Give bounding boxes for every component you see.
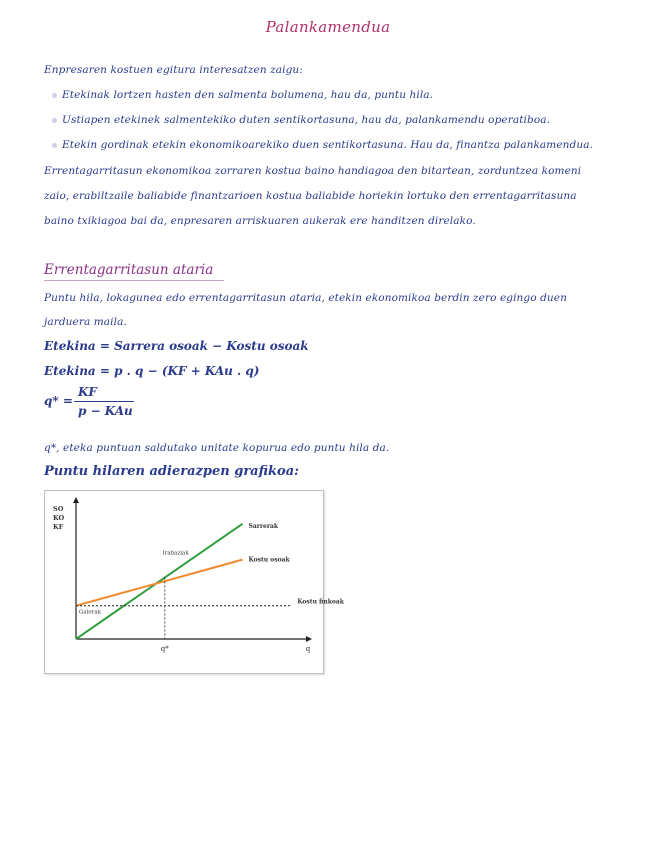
intro-bullet-2: Ustiapen etekinek salmentekiko duten sentikortasuna, hau da, palankamendu operatiboa. bbox=[52, 113, 624, 127]
y-axis-label-2: KO bbox=[53, 514, 65, 522]
breakeven-chart bbox=[44, 490, 344, 674]
series-label-1: Sarrerak bbox=[248, 522, 279, 530]
section-line-1: Puntu hila, lokagunea edo errentagarritasun ataria, etekin ekonomikoa berdin zero egingo duen bbox=[44, 292, 567, 304]
y-axis-label-3: KF bbox=[53, 523, 64, 531]
section-heading: Errentagarritasun ataria bbox=[44, 262, 214, 278]
intro-lead: Enpresaren kostuen egitura interesatzen zaigu: bbox=[44, 64, 303, 76]
intro-line-2: zaio, erabiltzaile baliabide finantzarioen kostua baliabide horiekin lortuko den errentagarritasuna bbox=[44, 190, 577, 202]
intro-bullet-1: Etekinak lortzen hasten den salmenta bolumena, hau da, puntu hila. bbox=[52, 88, 624, 102]
series-line-2 bbox=[76, 560, 243, 606]
series-label-3: Kostu finkoak bbox=[297, 598, 344, 606]
annotation-1: Irabaziak bbox=[162, 550, 189, 557]
intro-bullet-3: Etekin gordinak etekin ekonomikoarekiko duen sentikortasuna. Hau da, finantza palankamendua. bbox=[52, 138, 624, 152]
fraction-bar bbox=[74, 401, 134, 402]
series-label-2: Kostu osoak bbox=[248, 556, 290, 564]
x-axis-label: q bbox=[305, 645, 311, 653]
page-title: Palankamendua bbox=[265, 18, 391, 36]
fraction-lhs: q* = bbox=[44, 394, 73, 408]
breakeven-chart-svg bbox=[45, 491, 344, 673]
x-axis-arrow bbox=[306, 636, 312, 642]
section-heading-underline bbox=[44, 280, 224, 281]
fraction-numerator: KF bbox=[78, 385, 97, 399]
y-axis-arrow bbox=[73, 497, 79, 503]
annotation-2: Galerak bbox=[79, 609, 101, 616]
formula-2: Etekina = p . q − (KF + KAu . q) bbox=[44, 364, 260, 378]
series-line-1 bbox=[76, 524, 243, 639]
section-line-2: jarduera maila. bbox=[44, 316, 127, 328]
graph-heading: Puntu hilaren adierazpen grafikoa: bbox=[44, 464, 299, 479]
y-axis-label-1: SO bbox=[53, 505, 64, 513]
intro-line-1: Errentagarritasun ekonomikoa zorraren kostua baino handiagoa den bitartean, zorduntzea komeni bbox=[44, 165, 582, 177]
fraction-denominator: p − KAu bbox=[78, 404, 133, 418]
note-line: q*, eteka puntuan saldutako unitate kopurua edo puntu hila da. bbox=[44, 442, 390, 454]
formula-1: Etekina = Sarrera osoak − Kostu osoak bbox=[44, 339, 309, 353]
intro-line-3: baino txikiagoa bai da, enpresaren arriskuaren aukerak ere handitzen direlako. bbox=[44, 215, 476, 227]
x-tick-label-1: q* bbox=[160, 645, 169, 653]
